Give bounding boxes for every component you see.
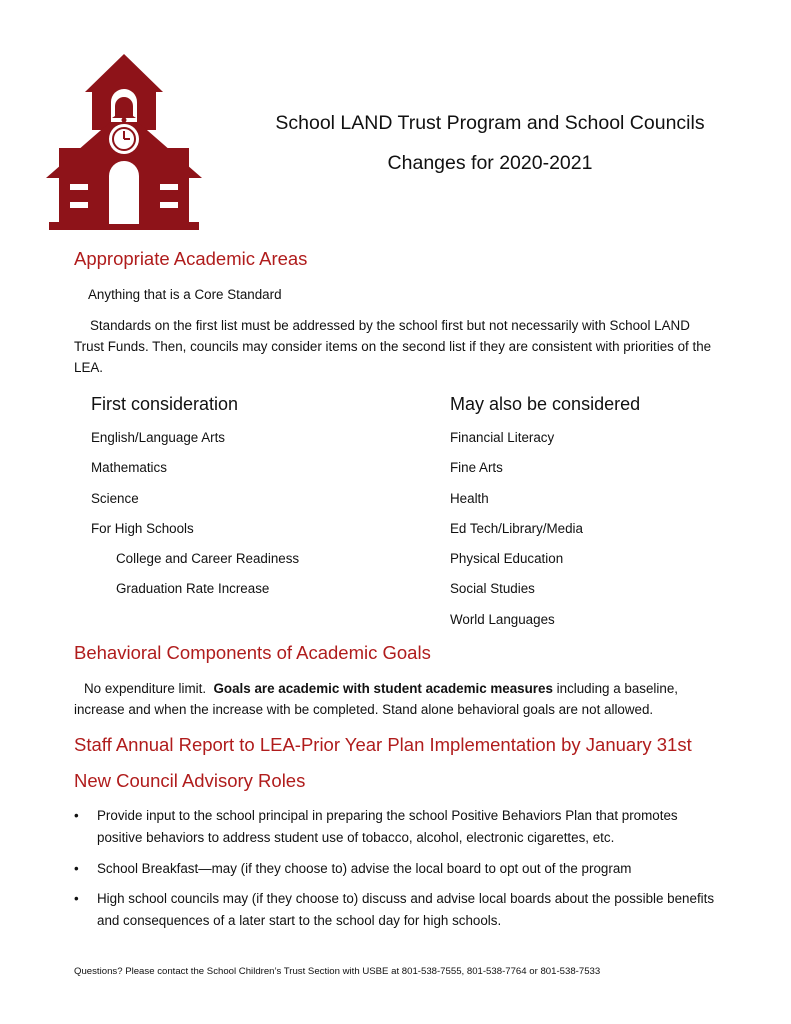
- list-item: Graduation Rate Increase: [116, 581, 270, 596]
- list-item: Social Studies: [450, 581, 535, 596]
- intro-text: Anything that is a Core Standard: [88, 287, 282, 302]
- schoolhouse-logo: [45, 52, 203, 232]
- behavioral-paragraph: [74, 678, 714, 720]
- list-item: [74, 805, 724, 851]
- heading-new-council-advisory-roles: New Council Advisory Roles: [74, 770, 306, 791]
- document-title: School LAND Trust Program and School Councils: [275, 112, 705, 134]
- standards-paragraph: Standards on the first list must be addressed by the school first but not necessarily with School LAND Trust Funds. Then, councils may consider items on the second list if they are consistent with priorities of the LEA.: [74, 318, 712, 375]
- schoolhouse-icon: [45, 52, 203, 232]
- bullet-text: Provide input to the school principal in preparing the school Positive Behaviors Plan that promotes positive behaviors to address student use of tobacco, alcohol, electronic cigarettes, etc.: [97, 808, 678, 845]
- list-item: World Languages: [450, 612, 555, 627]
- footer-contact: Questions? Please contact the School Children’s Trust Section with USBE at 801-538-7555, 801-538-7764 or 801-538-7533: [74, 966, 601, 977]
- behavioral-lead: No expenditure limit.: [84, 681, 207, 696]
- behavioral-rest: including a baseline, increase and when the increase with be completed. Stand alone behavioral goals are not allowed.: [74, 681, 678, 717]
- list-item: Ed Tech/Library/Media: [450, 521, 583, 536]
- bullet-text: School Breakfast—may (if they choose to) advise the local board to opt out of the program: [97, 861, 632, 876]
- list-item: [74, 858, 724, 880]
- list-item: [74, 888, 724, 934]
- list-item: Financial Literacy: [450, 430, 555, 445]
- document-subtitle: Changes for 2020-2021: [387, 152, 593, 174]
- list-item: English/Language Arts: [91, 430, 226, 445]
- list-item: Fine Arts: [450, 460, 503, 475]
- bullet-icon: •: [74, 808, 79, 823]
- heading-staff-annual-report: Staff Annual Report to LEA-Prior Year Plan Implementation by January 31st: [74, 734, 692, 755]
- bullet-icon: •: [74, 891, 79, 906]
- bullet-icon: •: [74, 861, 79, 876]
- heading-appropriate-academic-areas: Appropriate Academic Areas: [74, 248, 308, 269]
- first-consideration-heading: First consideration: [91, 394, 239, 414]
- list-item: Health: [450, 491, 489, 506]
- list-item: Mathematics: [91, 460, 167, 475]
- list-item: Physical Education: [450, 551, 564, 566]
- behavioral-bold: Goals are academic with student academic measures: [213, 681, 553, 696]
- list-item: Science: [91, 491, 139, 506]
- list-item: For High Schools: [91, 521, 194, 536]
- heading-behavioral-components: Behavioral Components of Academic Goals: [74, 642, 431, 663]
- list-item: College and Career Readiness: [116, 551, 300, 566]
- bullet-text: High school councils may (if they choose to) discuss and advise local boards about the possible benefits and consequences of a later start to the school day for high schools.: [97, 891, 715, 928]
- may-also-be-considered-heading: May also be considered: [450, 394, 641, 414]
